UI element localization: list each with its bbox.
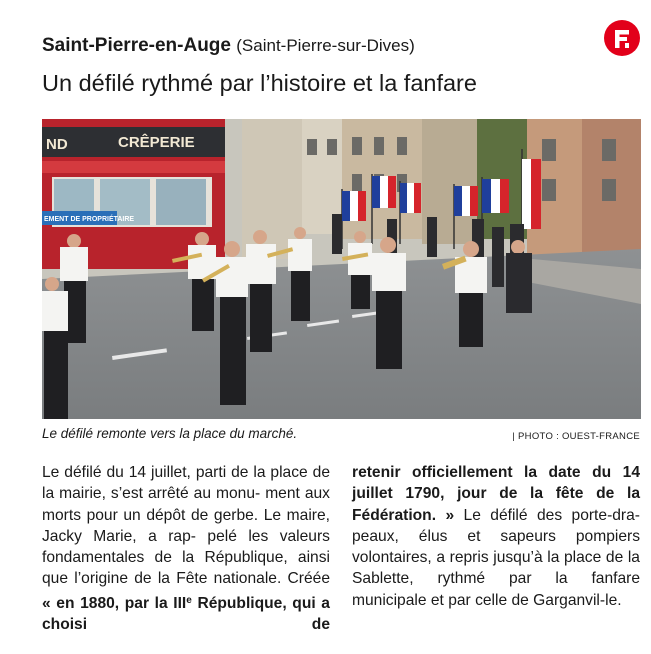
body-paragraph: retenir officiellement la date du 14 juillet 1790, jour de la fête de la Fédération. » Le défilé des porte-dra- peaux, élus et sapeurs pompiers volontaires, a repris jusqu’à la place de la Sablette, rythmé par la fanfare municipale et par celle de Garganvil-le. — [352, 464, 640, 609]
subtown-name: (Saint-Pierre-sur-Dives) — [236, 36, 415, 55]
parade-photo — [42, 119, 641, 419]
town-name: Saint-Pierre-en-Auge — [42, 35, 231, 56]
location-line — [42, 34, 602, 58]
article-column-1 — [42, 462, 330, 635]
article-column-2 — [352, 462, 640, 611]
article-header — [42, 34, 602, 98]
headline: Un défilé rythmé par l’histoire et la fanfare — [42, 70, 477, 96]
photo-credit: | PHOTO : OUEST-FRANCE — [512, 431, 640, 442]
body-paragraph: Le défilé du 14 juillet, parti de la place de la mairie, s’est arrêté au monu- ment aux morts pour un dépôt de gerbe. Le maire, Jacky Marie, a rap- pelé les valeurs fondamentales de la République, ainsi que l’origine de la Fête nationale. Créée « en 1880, par la IIIe République, qui a choisi de — [42, 464, 330, 634]
shop-banner: EMENT DE PROPRIÉTAIRE — [44, 216, 135, 223]
photo-caption: Le défilé remonte vers la place du marché. — [42, 426, 298, 441]
shop-sign: CRÊPERIE — [118, 134, 195, 151]
ouest-france-logo-icon — [604, 20, 640, 56]
shop-sign-left: ND — [46, 136, 68, 153]
